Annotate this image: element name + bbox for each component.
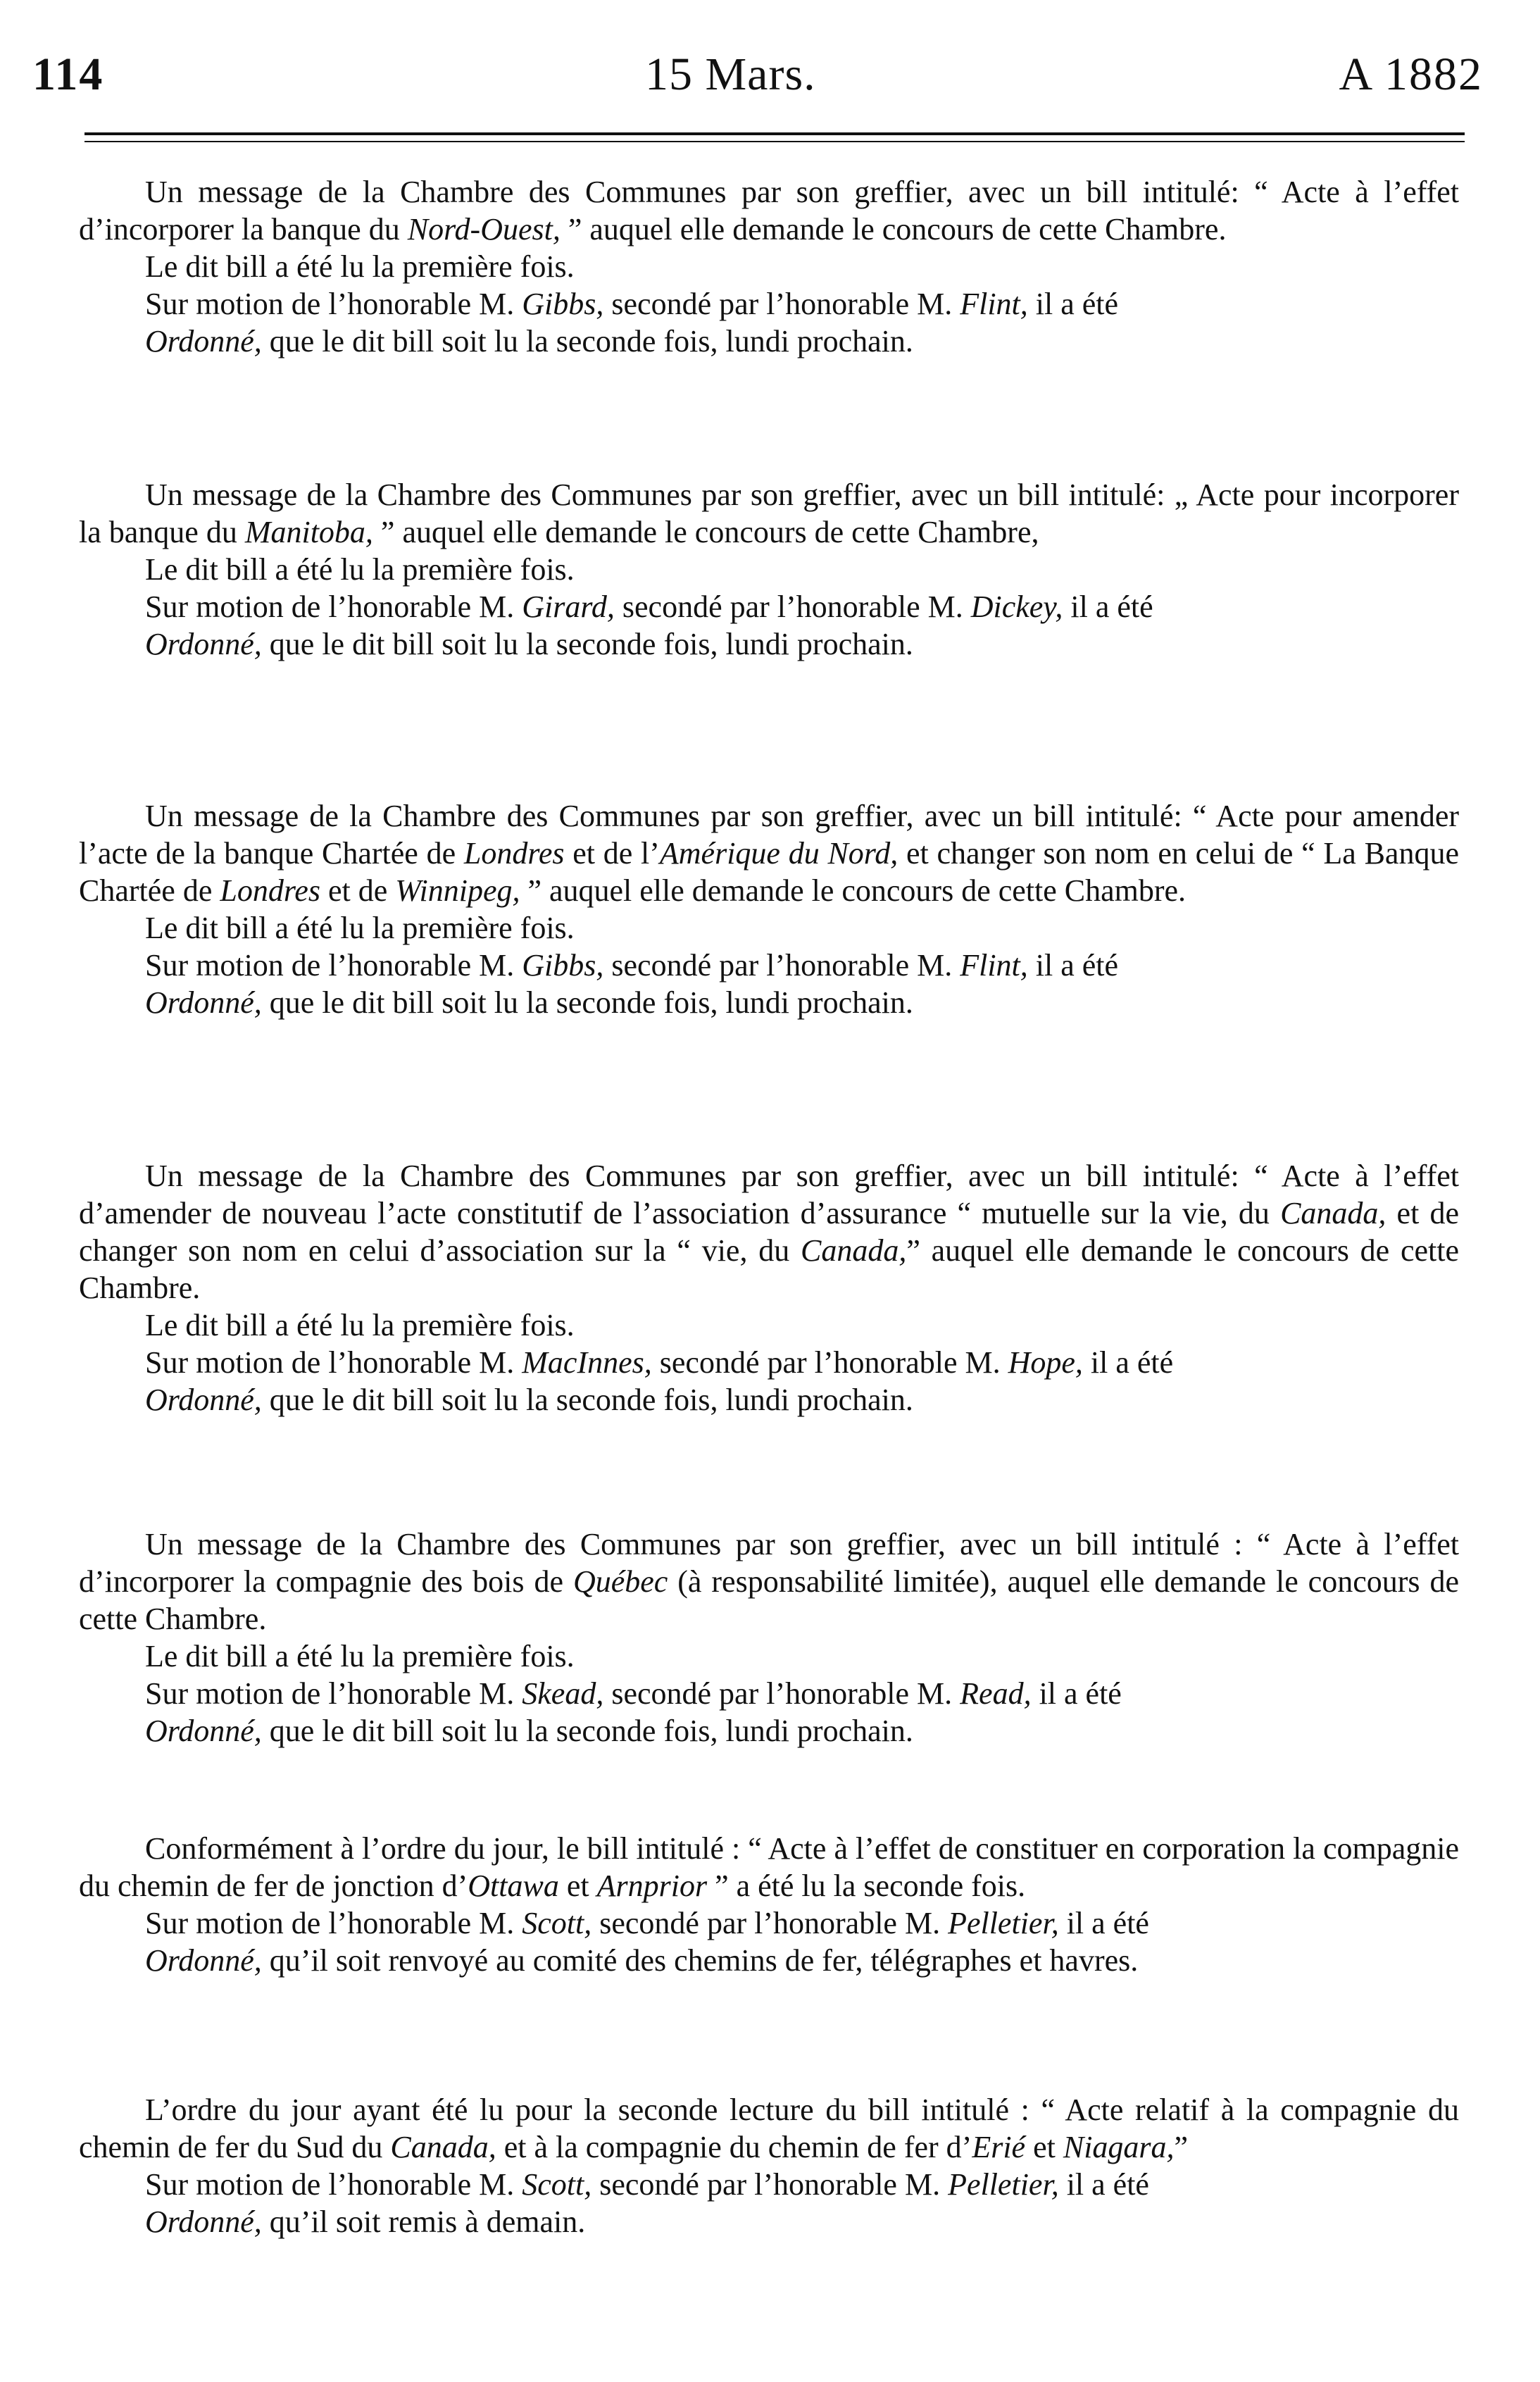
entry-text: Un message de la Chambre des Communes par son greffier, avec un bill intitulé : “ Acte à l’effet d’incorporer la compagnie des bois de Québec (à responsabilité limitée), auquel elle demande le concours de cette Chambre. [79,1527,1460,1636]
entry-text: Un message de la Chambre des Communes par son greffier, avec un bill intitulé: „ Acte pour incorporer la banque du Manitoba, ” auquel elle demande le concours de cette Chambre, [79,478,1459,549]
running-header [32,42,1483,106]
motion-line: Sur motion de l’honorable M. Scott, secondé par l’honorable M. Pelletier, il a été [145,1906,1149,1940]
entry-message-assurance [79,1157,1459,1418]
first-reading: Le dit bill a été lu la première fois. [145,1639,575,1673]
header-year: A 1882 [1339,49,1483,100]
header-rule-thin [84,141,1465,142]
order-line: Ordonné, que le dit bill soit lu la seconde fois, lundi prochain. [145,1383,913,1417]
motion-line: Sur motion de l’honorable M. Scott, secondé par l’honorable M. Pelletier, il a été [145,2167,1149,2202]
entry-message-bois-quebec [79,1526,1459,1750]
order-line: Ordonné, qu’il soit renvoyé au comité des chemins de fer, télégraphes et havres. [145,1943,1139,1978]
order-line: Ordonné, qu’il soit remis à demain. [145,2205,586,2239]
first-reading: Le dit bill a été lu la première fois. [145,1308,575,1342]
entry-message-manitoba [79,476,1459,663]
entry-text: Un message de la Chambre des Communes par son greffier, avec un bill intitulé: “ Acte à l’effet d’incorporer la banque du Nord-Ouest, ” auquel elle demande le concours de cette Chambre. [79,175,1459,247]
motion-line: Sur motion de l’honorable M. Gibbs, secondé par l’honorable M. Flint, il a été [145,948,1119,983]
header-date: 15 Mars. [645,49,816,100]
order-line: Ordonné, que le dit bill soit lu la seconde fois, lundi prochain. [145,985,913,1020]
header-rule-thick [84,132,1465,135]
first-reading: Le dit bill a été lu la première fois. [145,552,575,587]
entry-message-nord-ouest [79,173,1459,360]
order-line: Ordonné, que le dit bill soit lu la seconde fois, lundi prochain. [145,627,913,661]
entry-text: L’ordre du jour ayant été lu pour la seconde lecture du bill intitulé : “ Acte relatif à la compagnie du chemin de fer du Sud du Canada, et à la compagnie du chemin de fer d’Erié et Niagara,” [79,2093,1459,2164]
entry-message-londres [79,797,1459,1021]
motion-line: Sur motion de l’honorable M. Gibbs, secondé par l’honorable M. Flint, il a été [145,287,1119,321]
first-reading: Le dit bill a été lu la première fois. [145,249,575,284]
motion-line: Sur motion de l’honorable M. Skead, secondé par l’honorable M. Read, il a été [145,1676,1122,1711]
entry-text: Un message de la Chambre des Communes par son greffier, avec un bill intitulé: “ Acte à l’effet d’amender de nouveau l’acte constitutif de l’association d’assurance “ mutuelle sur la vie, du Canada, et de changer son nom en celui d’association sur la “ vie, du Canada,” auquel elle demande le concours de cette Chambre. [79,1159,1459,1305]
entry-sud-canada [79,2091,1459,2240]
entry-text: Un message de la Chambre des Communes par son greffier, avec un bill intitulé: “ Acte pour amender l’acte de la banque Chartée de Londres et de l’Amérique du Nord, et changer son nom en celui de “ La Banque Chartée de Londres et de Winnipeg, ” auquel elle demande le concours de cette Chambre. [79,799,1459,908]
entry-text: Conformément à l’ordre du jour, le bill intitulé : “ Acte à l’effet de constituer en corporation la compagnie du chemin de fer de jonction d’Ottawa et Arnprior ” a été lu la seconde fois. [79,1831,1459,1903]
first-reading: Le dit bill a été lu la première fois. [145,911,575,945]
page-number: 114 [32,49,104,100]
order-line: Ordonné, que le dit bill soit lu la seconde fois, lundi prochain. [145,324,913,358]
motion-line: Sur motion de l’honorable M. Girard, secondé par l’honorable M. Dickey, il a été [145,590,1153,624]
order-line: Ordonné, que le dit bill soit lu la seconde fois, lundi prochain. [145,1714,913,1748]
entry-ottawa-arnprior [79,1830,1459,1979]
motion-line: Sur motion de l’honorable M. MacInnes, secondé par l’honorable M. Hope, il a été [145,1345,1174,1380]
